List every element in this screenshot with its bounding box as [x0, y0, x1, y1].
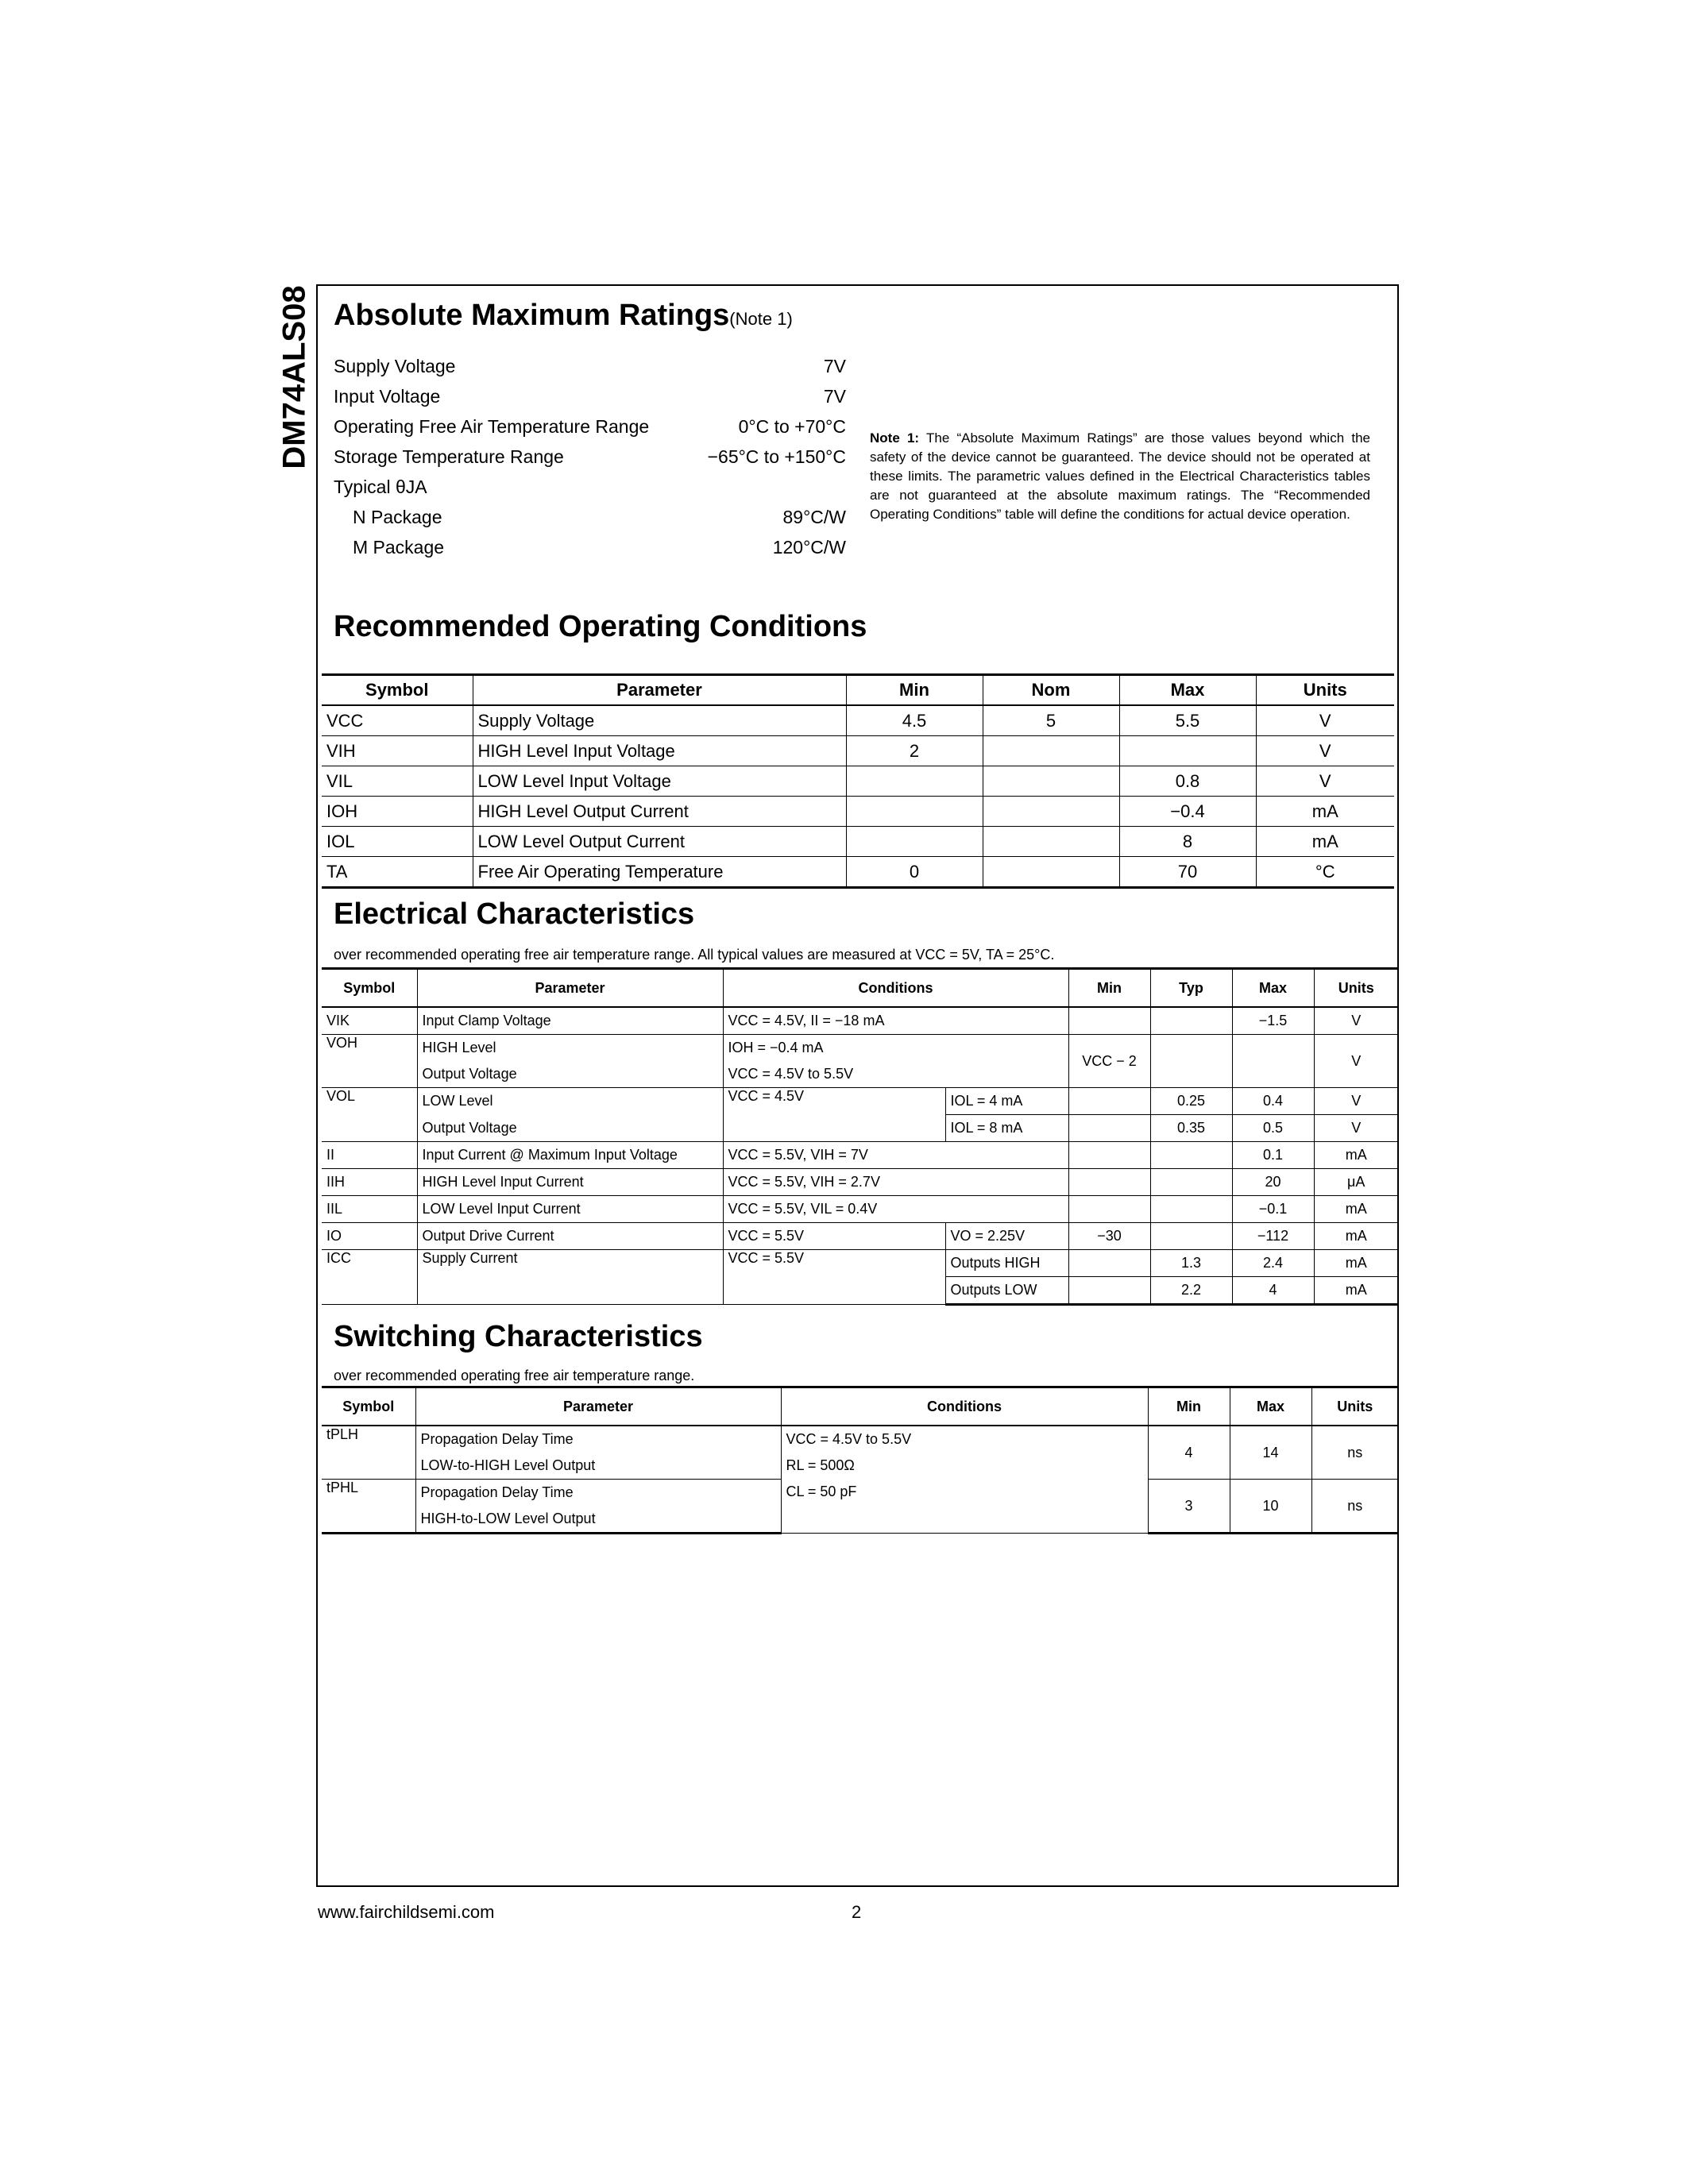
- param-cell: [417, 1035, 723, 1088]
- units-cell: mA: [1314, 1142, 1398, 1169]
- subcond-cell: IOL = 4 mA: [945, 1088, 1068, 1115]
- table-row: [322, 1088, 1398, 1115]
- ec-table: [322, 967, 1398, 1306]
- amr-list: [334, 351, 846, 562]
- cond-cell: VCC = 4.5V, II = −18 mA: [723, 1007, 1068, 1035]
- symbol-cell: VIK: [322, 1007, 417, 1035]
- units-cell: V: [1314, 1115, 1398, 1142]
- table-row: [322, 857, 1394, 888]
- param-line: Output Voltage: [422, 1066, 517, 1082]
- min-cell: [1068, 1142, 1150, 1169]
- cond-cell: VCC = 4.5V: [723, 1088, 945, 1142]
- param-cell: [415, 1480, 781, 1534]
- param-line: LOW-to-HIGH Level Output: [420, 1457, 596, 1473]
- param-cell: HIGH Level Input Current: [417, 1169, 723, 1196]
- subcond-cell: Outputs HIGH: [945, 1250, 1068, 1277]
- param-cell: Input Clamp Voltage: [417, 1007, 723, 1035]
- min-cell: 4.5: [846, 705, 983, 736]
- table-header-row: [322, 1387, 1398, 1426]
- table-row: [322, 705, 1394, 736]
- min-cell: [846, 827, 983, 857]
- max-cell: 2.4: [1232, 1250, 1314, 1277]
- max-cell: 4: [1232, 1277, 1314, 1305]
- col-header: Units: [1256, 675, 1394, 706]
- max-cell: 14: [1230, 1426, 1311, 1480]
- amr-row: [334, 472, 846, 502]
- amr-row: [334, 502, 846, 532]
- max-cell: −0.1: [1232, 1196, 1314, 1223]
- amr-row: [334, 411, 846, 442]
- units-cell: V: [1256, 736, 1394, 766]
- roc-title: Recommended Operating Conditions: [334, 610, 867, 643]
- nom-cell: [983, 827, 1119, 857]
- col-header: Symbol: [322, 969, 417, 1008]
- param-cell: LOW Level: [417, 1088, 723, 1115]
- units-cell: mA: [1256, 797, 1394, 827]
- cond-cell: [723, 1035, 1068, 1088]
- min-cell: [1068, 1007, 1150, 1035]
- units-cell: V: [1314, 1035, 1398, 1088]
- table-header-row: [322, 675, 1394, 706]
- col-header: Parameter: [415, 1387, 781, 1426]
- min-cell: [1068, 1196, 1150, 1223]
- param-line: Propagation Delay Time: [420, 1484, 574, 1500]
- col-header: Max: [1232, 969, 1314, 1008]
- note-1: [870, 429, 1370, 524]
- amr-value: 89°C/W: [782, 506, 846, 527]
- ec-subtitle: over recommended operating free air temperature range. All typical values are measured at VCC = 5V, TA = 25°C.: [334, 947, 1055, 963]
- max-cell: −1.5: [1232, 1007, 1314, 1035]
- param-cell: Input Current @ Maximum Input Voltage: [417, 1142, 723, 1169]
- max-cell: 8: [1119, 827, 1256, 857]
- param-line: HIGH Level: [422, 1040, 496, 1055]
- param-cell: HIGH Level Input Voltage: [473, 736, 846, 766]
- typ-cell: [1150, 1223, 1232, 1250]
- units-cell: V: [1256, 766, 1394, 797]
- amr-row: [334, 442, 846, 472]
- min-cell: 0: [846, 857, 983, 888]
- typ-cell: 2.2: [1150, 1277, 1232, 1305]
- symbol-cell: IOH: [322, 797, 473, 827]
- page-number: 2: [852, 1902, 862, 1922]
- col-header: Min: [1068, 969, 1150, 1008]
- amr-row: [334, 381, 846, 411]
- min-cell: 4: [1148, 1426, 1230, 1480]
- nom-cell: [983, 766, 1119, 797]
- subcond-cell: VO = 2.25V: [945, 1223, 1068, 1250]
- amr-label: N Package: [353, 506, 442, 527]
- typ-cell: [1150, 1196, 1232, 1223]
- amr-value: 7V: [823, 355, 846, 376]
- subcond-cell: IOL = 8 mA: [945, 1115, 1068, 1142]
- footer-url[interactable]: www.fairchildsemi.com: [318, 1902, 495, 1922]
- min-cell: [846, 766, 983, 797]
- units-cell: V: [1314, 1088, 1398, 1115]
- col-header: Conditions: [781, 1387, 1148, 1426]
- col-header: Parameter: [473, 675, 846, 706]
- note-1-text: The “Absolute Maximum Ratings” are those values beyond which the safety of the device cannot be guaranteed. The device should not be operated at these limits. The parametric values defined in the Electrical Characteristics tables are not guaranteed at the absolute maximum ratings. The “Recommended Operating Conditions” table will define the conditions for actual device operation.: [870, 430, 1370, 522]
- table-row: [322, 1142, 1398, 1169]
- min-cell: [1068, 1115, 1150, 1142]
- table-row: [322, 736, 1394, 766]
- typ-cell: 0.25: [1150, 1088, 1232, 1115]
- symbol-cell: VOH: [322, 1035, 417, 1088]
- amr-label: Operating Free Air Temperature Range: [334, 415, 650, 437]
- typ-cell: [1150, 1035, 1232, 1088]
- table-row: [322, 1426, 1398, 1480]
- col-header: Units: [1311, 1387, 1398, 1426]
- max-cell: −0.4: [1119, 797, 1256, 827]
- col-header: Min: [1148, 1387, 1230, 1426]
- typ-cell: [1150, 1169, 1232, 1196]
- typ-cell: [1150, 1007, 1232, 1035]
- table-row: [322, 1196, 1398, 1223]
- symbol-cell: TA: [322, 857, 473, 888]
- col-header: Symbol: [322, 1387, 415, 1426]
- table-row: [322, 1035, 1398, 1088]
- amr-title-text: Absolute Maximum Ratings: [334, 299, 730, 332]
- symbol-cell: IOL: [322, 827, 473, 857]
- typ-cell: [1150, 1142, 1232, 1169]
- symbol-cell: VIH: [322, 736, 473, 766]
- col-header: Max: [1119, 675, 1256, 706]
- units-cell: V: [1256, 705, 1394, 736]
- max-cell: 70: [1119, 857, 1256, 888]
- min-cell: −30: [1068, 1223, 1150, 1250]
- sc-subtitle: over recommended operating free air temperature range.: [334, 1368, 695, 1383]
- typ-cell: 0.35: [1150, 1115, 1232, 1142]
- amr-label: Storage Temperature Range: [334, 446, 564, 467]
- amr-row: [334, 351, 846, 381]
- max-cell: 5.5: [1119, 705, 1256, 736]
- amr-label: M Package: [353, 536, 445, 558]
- col-header: Typ: [1150, 969, 1232, 1008]
- table-row: [322, 1169, 1398, 1196]
- units-cell: V: [1314, 1007, 1398, 1035]
- symbol-cell: tPLH: [322, 1426, 415, 1480]
- units-cell: ns: [1311, 1426, 1398, 1480]
- amr-row: [334, 532, 846, 562]
- min-cell: [846, 797, 983, 827]
- ec-title: Electrical Characteristics: [334, 897, 695, 931]
- table-header-row: [322, 969, 1398, 1008]
- col-header: Nom: [983, 675, 1119, 706]
- max-cell: 20: [1232, 1169, 1314, 1196]
- typ-cell: 1.3: [1150, 1250, 1232, 1277]
- cond-cell: [781, 1426, 1148, 1534]
- col-header: Conditions: [723, 969, 1068, 1008]
- amr-label: Input Voltage: [334, 385, 441, 407]
- nom-cell: [983, 857, 1119, 888]
- table-row: [322, 1007, 1398, 1035]
- cond-cell: VCC = 5.5V: [723, 1250, 945, 1305]
- param-line: HIGH-to-LOW Level Output: [420, 1511, 596, 1526]
- col-header: Parameter: [417, 969, 723, 1008]
- amr-value: 0°C to +70°C: [738, 415, 846, 437]
- col-header: Min: [846, 675, 983, 706]
- cond-line: CL = 50 pF: [786, 1484, 857, 1499]
- cond-line: VCC = 4.5V to 5.5V: [728, 1066, 854, 1082]
- param-cell: HIGH Level Output Current: [473, 797, 846, 827]
- max-cell: [1119, 736, 1256, 766]
- min-cell: 3: [1148, 1480, 1230, 1534]
- cond-cell: VCC = 5.5V, VIL = 0.4V: [723, 1196, 1068, 1223]
- table-row: [322, 766, 1394, 797]
- roc-table: [322, 673, 1394, 889]
- amr-value: −65°C to +150°C: [707, 446, 846, 467]
- units-cell: °C: [1256, 857, 1394, 888]
- units-cell: μA: [1314, 1169, 1398, 1196]
- cond-cell: VCC = 5.5V: [723, 1223, 945, 1250]
- symbol-cell: VOL: [322, 1088, 417, 1142]
- param-cell: Free Air Operating Temperature: [473, 857, 846, 888]
- amr-value: 120°C/W: [772, 536, 846, 558]
- max-cell: 0.4: [1232, 1088, 1314, 1115]
- nom-cell: [983, 797, 1119, 827]
- cond-line: RL = 500Ω: [786, 1457, 855, 1473]
- param-cell: Output Voltage: [417, 1115, 723, 1142]
- param-cell: Output Drive Current: [417, 1223, 723, 1250]
- col-header: Units: [1314, 969, 1398, 1008]
- max-cell: 0.5: [1232, 1115, 1314, 1142]
- param-cell: Supply Voltage: [473, 705, 846, 736]
- cond-line: IOH = −0.4 mA: [728, 1040, 824, 1055]
- symbol-cell: tPHL: [322, 1480, 415, 1534]
- amr-value: 7V: [823, 385, 846, 407]
- cond-cell: VCC = 5.5V, VIH = 7V: [723, 1142, 1068, 1169]
- nom-cell: 5: [983, 705, 1119, 736]
- amr-label: Typical θJA: [334, 476, 427, 497]
- table-row: [322, 797, 1394, 827]
- max-cell: −112: [1232, 1223, 1314, 1250]
- min-cell: 2: [846, 736, 983, 766]
- min-cell: [1068, 1277, 1150, 1305]
- symbol-cell: IO: [322, 1223, 417, 1250]
- param-cell: LOW Level Input Current: [417, 1196, 723, 1223]
- symbol-cell: VIL: [322, 766, 473, 797]
- max-cell: [1232, 1035, 1314, 1088]
- symbol-cell: VCC: [322, 705, 473, 736]
- units-cell: mA: [1256, 827, 1394, 857]
- nom-cell: [983, 736, 1119, 766]
- param-cell: Supply Current: [417, 1250, 723, 1305]
- units-cell: ns: [1311, 1480, 1398, 1534]
- symbol-cell: ICC: [322, 1250, 417, 1305]
- min-cell: VCC − 2: [1068, 1035, 1150, 1088]
- symbol-cell: IIL: [322, 1196, 417, 1223]
- symbol-cell: IIH: [322, 1169, 417, 1196]
- table-row: [322, 1223, 1398, 1250]
- amr-label: Supply Voltage: [334, 355, 456, 376]
- sc-title: Switching Characteristics: [334, 1320, 703, 1353]
- param-cell: LOW Level Output Current: [473, 827, 846, 857]
- col-header: Max: [1230, 1387, 1311, 1426]
- param-line: Propagation Delay Time: [420, 1431, 574, 1447]
- table-row: [322, 827, 1394, 857]
- max-cell: 0.1: [1232, 1142, 1314, 1169]
- subcond-cell: Outputs LOW: [945, 1277, 1068, 1305]
- note-1-label: Note 1:: [870, 430, 920, 446]
- min-cell: [1068, 1088, 1150, 1115]
- symbol-cell: II: [322, 1142, 417, 1169]
- max-cell: 10: [1230, 1480, 1311, 1534]
- table-row: [322, 1250, 1398, 1277]
- units-cell: mA: [1314, 1223, 1398, 1250]
- units-cell: mA: [1314, 1196, 1398, 1223]
- param-cell: [415, 1426, 781, 1480]
- part-number-vertical: [272, 286, 317, 469]
- min-cell: [1068, 1250, 1150, 1277]
- amr-title: [334, 299, 793, 333]
- part-number-text: DM74ALS08: [276, 285, 312, 469]
- col-header: Symbol: [322, 675, 473, 706]
- sc-table: [322, 1386, 1398, 1534]
- units-cell: mA: [1314, 1250, 1398, 1277]
- param-cell: LOW Level Input Voltage: [473, 766, 846, 797]
- cond-line: VCC = 4.5V to 5.5V: [786, 1431, 912, 1447]
- cond-cell: VCC = 5.5V, VIH = 2.7V: [723, 1169, 1068, 1196]
- min-cell: [1068, 1169, 1150, 1196]
- units-cell: mA: [1314, 1277, 1398, 1305]
- amr-note-ref[interactable]: (Note 1): [729, 309, 793, 329]
- max-cell: 0.8: [1119, 766, 1256, 797]
